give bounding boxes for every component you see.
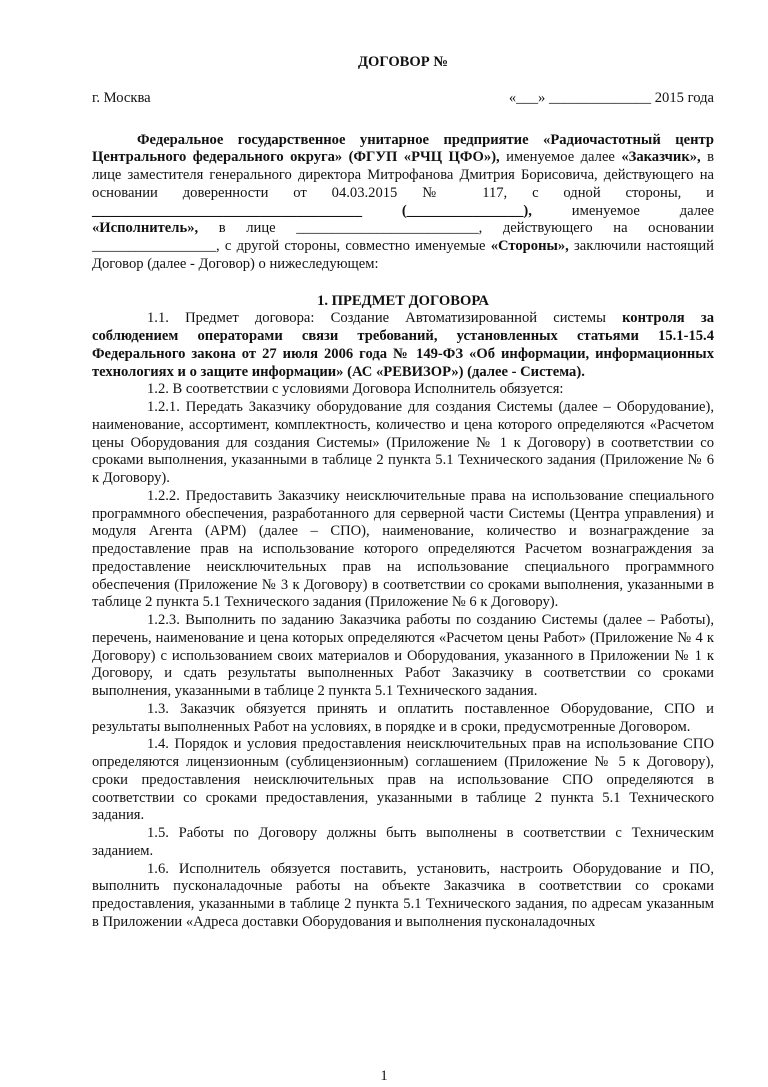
- bold-text: «Заказчик»,: [621, 149, 701, 166]
- clause-paragraph: [92, 736, 714, 825]
- text: именуемое далее: [531, 202, 714, 219]
- text: заключили настоящий Договор (далее - Договор) о нижеследующем:: [92, 238, 714, 272]
- document-title: ДОГОВОР №: [358, 54, 448, 70]
- text: 1.2.3. Выполнить по заданию Заказчика работы по созданию Системы (далее – Работы), перечень, наименование и цена которых определяются «Расчетом цены Работ» (Приложение № 4 к Договору) с использованием своих материалов и Оборудования, указанного в Приложении № 1 к Договору, и сдать результаты выполненных Работ Заказчику в соответствии со сроками выполнения, указанными в таблице 2 пункта 5.1 Технического задания.: [92, 612, 714, 699]
- text: 1.6. Исполнитель обязуется поставить, установить, настроить Оборудование и ПО, выполнить пусконаладочные работы на объекте Заказчика в соответствии со сроками предоставления, указанными в таблице 2 пункта 5.1 Технического задания, по адресам указанным в Приложении «Адреса доставки Оборудования и выполнения пусконаладочных: [92, 860, 714, 930]
- contract-date: «___» ______________ 2015 года: [508, 89, 714, 106]
- text: 1.2.1. Передать Заказчику оборудование для создания Системы (далее – Оборудование), наименование, ассортимент, комплектность, количество и цена которого определяются «Расчетом цены Оборудования для создания Системы» (Приложение № 1 к Договору) в соответствии со сроками выполнения, указанными в таблице 2 пункта 5.1 Технического задания (Приложение № 6 к Договору).: [92, 399, 714, 486]
- bold-text: _____________________________________ (________________),: [92, 202, 532, 219]
- text: 1.2. В соответствии с условиями Договора Исполнитель обязуется:: [147, 381, 564, 398]
- text: 1.3. Заказчик обязуется принять и оплатить поставленное Оборудование, СПО и результаты выполненных Работ на условиях, в порядке и в сроки, предусмотренные Договором.: [92, 700, 714, 735]
- text: в лице заместителя генерального директора Митрофанова Дмитрия Борисовича, действующего на основании доверенности от 04.03.2015 № 117, с одной стороны, и: [92, 149, 714, 201]
- text: именуемое далее: [499, 149, 622, 166]
- clause-paragraph: [92, 825, 714, 861]
- clause-paragraph: [92, 861, 714, 932]
- bold-text: контроля за соблюдением операторами связи требований, установленных статьями 15.1-15.4 Федерального закона от 27 июля 2006 года № 149-ФЗ «Об информации, информационных технологиях и о защите информации» (АС «РЕВИЗОР») (далее - Система).: [92, 310, 714, 380]
- clause-paragraph: [92, 310, 714, 381]
- city: г. Москва: [92, 89, 151, 106]
- clause-paragraph: [92, 612, 714, 701]
- bold-text: «Стороны»,: [490, 238, 569, 254]
- page-number: 1: [380, 1068, 388, 1084]
- text: 1.2.2. Предоставить Заказчику неисключительные права на использование специального программного обеспечения, разработанного для серверной части Системы (Центра управления) и модуля Агента (АРМ) (далее – СПО), наименование, количество и вознаграждение за предоставление прав на использование которого определяются Расчетом вознаграждения за предоставление неисключительных прав на использование специального программного обеспечения (Приложение № 3 к Договору) в соответствии со сроками выполнения, указанными в таблице 2 пункта 5.1 Технического задания (Приложение № 6 к Договору).: [92, 487, 714, 611]
- clause-paragraph: [92, 488, 714, 612]
- bold-text: Федеральное государственное унитарное предприятие «Радиочастотный центр Центрального федерального округа» (ФГУП «РЧЦ ЦФО»),: [92, 131, 714, 166]
- clause-paragraph: [92, 399, 714, 488]
- text: 1.4. Порядок и условия предоставления неисключительных прав на использование СПО определяются лицензионным (сублицензионным) соглашением (Приложение № 5 к Договору), сроки предоставления неисключительных прав на использование СПО определяются в соответствии со сроками предоставления, указанными в таблице 2 пункта 5.1 Технического задания.: [92, 736, 714, 824]
- clauses-list: [92, 310, 714, 931]
- city-date-line: [92, 90, 714, 108]
- text: 1.5. Работы по Договору должны быть выполнены в соответствии с Техническим заданием.: [92, 825, 714, 859]
- clause-paragraph: [92, 381, 714, 399]
- section-heading: 1. ПРЕДМЕТ ДОГОВОРА: [317, 292, 489, 309]
- preamble-paragraph: [92, 132, 714, 274]
- clause-paragraph: [92, 701, 714, 737]
- document-page: [92, 54, 714, 932]
- bold-text: «Исполнитель»,: [92, 220, 199, 237]
- text: в лице _________________________, действующего на основании _________________, с другой стороны, совместно именуемые: [92, 220, 714, 254]
- text: 1.1. Предмет договора: Создание Автоматизированной системы: [147, 310, 623, 327]
